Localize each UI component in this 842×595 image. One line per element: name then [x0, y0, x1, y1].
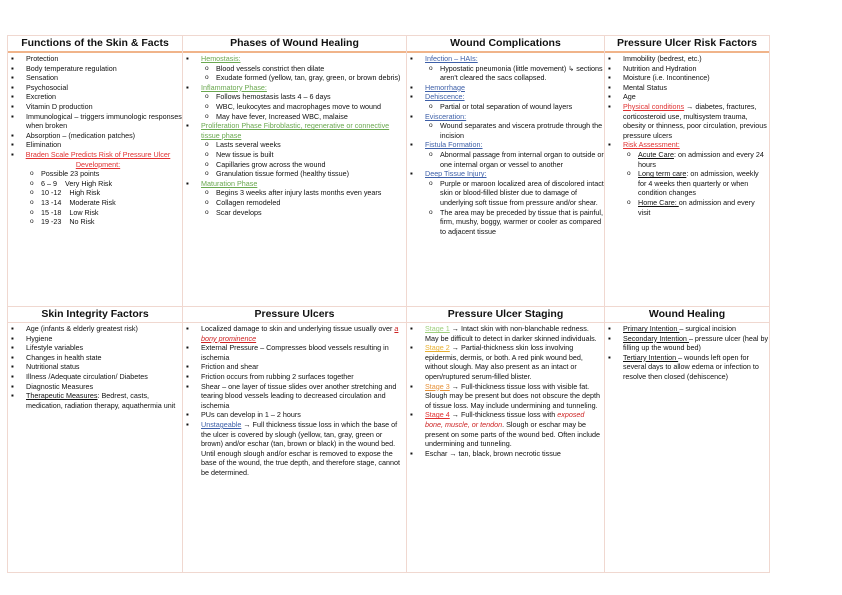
- list-item: ▪ Immunological – triggers immunologic responses when broken: [8, 112, 182, 131]
- list-subitem: o Scar develops: [183, 208, 406, 218]
- list-item: ▪ Friction occurs from rubbing 2 surfaces together: [183, 372, 406, 382]
- list-subitem: o Exudate formed (yellow, tan, gray, green, or brown debris): [183, 73, 406, 83]
- therapeutic-measures-text: : Bedrest, casts, medication, radiation therapy, aquathermia unit: [26, 391, 176, 410]
- list-item: ▪ Absorption – (medication patches): [8, 131, 182, 141]
- list-item: ▪ Vitamin D production: [8, 102, 182, 112]
- cell-pressure-ulcers: [183, 306, 407, 572]
- risk-list: [605, 54, 769, 217]
- list-item: ▪ Elimination: [8, 140, 182, 150]
- inflammatory-heading: Inflammatory Phase:: [201, 82, 267, 92]
- section-title: Wound Complications: [407, 36, 604, 53]
- list-subitem: o WBC, leukocytes and macrophages move to wound: [183, 102, 406, 112]
- list-item: [8, 391, 182, 410]
- healing-list: [605, 324, 769, 382]
- stage-3-text: → Full-thickness tissue loss with visible fat. Slough may be present but does not obscure the depth of tissue loss. May include undermining and tunneling.: [425, 381, 601, 410]
- tertiary-intention-text: – wounds left open for several days to allow edema or infection to resolve then closed (dehiscence): [623, 352, 759, 381]
- list-item: ▪ Moisture (i.e. Incontinence): [605, 73, 769, 83]
- list-item: ▪ Nutrition and Hydration: [605, 64, 769, 74]
- functions-list: [8, 54, 182, 227]
- list-item: ▪ Friction and shear: [183, 362, 406, 372]
- study-sheet-grid: [7, 35, 770, 573]
- ulcers-list: [183, 324, 406, 478]
- section-title: Functions of the Skin & Facts: [8, 36, 182, 53]
- integrity-list: [8, 324, 182, 410]
- list-subitem: o Purple or maroon localized area of discolored intact skin or blood-filled blister due to damage of underlying soft tissue from pressure and/or shear.: [407, 179, 604, 208]
- primary-intention-text: – surgical incision: [679, 324, 737, 333]
- stage-2-label: Stage 2: [425, 343, 450, 353]
- list-subitem: o Granulation tissue formed (healthy tissue): [183, 169, 406, 179]
- list-subitem: [605, 150, 769, 169]
- evisceration-heading: Evisceration:: [425, 111, 467, 121]
- list-item: ▪ Mental Status: [605, 83, 769, 93]
- section-title: Pressure Ulcer Staging: [407, 307, 604, 323]
- list-item: ▪ Age (infants & elderly greatest risk): [8, 324, 182, 334]
- physical-conditions-label: Physical conditions: [623, 101, 685, 111]
- section-title: Pressure Ulcers: [183, 307, 406, 323]
- stage-4-label: Stage 4: [425, 410, 450, 420]
- hemorrhage-heading: Hemorrhage: [425, 82, 465, 92]
- list-item: ▪ Protection: [8, 54, 182, 64]
- list-item: ▪ Nutritional status: [8, 362, 182, 372]
- list-item: ▪ Lifestyle variables: [8, 343, 182, 353]
- cell-skin-integrity-factors: [8, 306, 183, 572]
- cell-pressure-ulcer-staging: [407, 306, 605, 572]
- list-item: [407, 324, 604, 343]
- stage-2-text: → Partial-thickness skin loss involving epidermis, dermis, or both. A red pink wound bed, without slough. May also present as an intact or open/ruptured serum-filled blister.: [425, 343, 583, 381]
- therapeutic-measures-label: Therapeutic Measures: [26, 391, 98, 401]
- staging-list: [407, 324, 604, 458]
- section-title: Phases of Wound Healing: [183, 36, 406, 53]
- section-title: Wound Healing: [605, 307, 769, 323]
- list-item: ▪ Changes in health state: [8, 353, 182, 363]
- list-subitem: o The area may be preceded by tissue that is painful, firm, mushy, boggy, warmer or cooler as compared to adjacent tissue: [407, 208, 604, 237]
- list-item: [407, 343, 604, 381]
- list-subitem: o Hypostatic pneumonia (little movement) ↳ sections aren't cleared the sacs collapsed.: [407, 64, 604, 83]
- list-item: ▪ Body temperature regulation: [8, 64, 182, 74]
- stage-4-text: → Full-thickness tissue loss with: [449, 410, 558, 420]
- infection-heading: Infection – HAIs:: [425, 54, 478, 63]
- list-item: [605, 102, 769, 140]
- list-item: ▪ Diagnostic Measures: [8, 382, 182, 392]
- braden-title: Braden Scale Predicts Risk of Pressure Ulcer Development:: [25, 149, 171, 169]
- list-subitem: o 19 -23 No Risk: [8, 217, 182, 227]
- home-care-text: on admission and every visit: [638, 197, 755, 217]
- list-subitem: o Capillaries grow across the wound: [183, 160, 406, 170]
- list-subitem: o 15 -18 Low Risk: [8, 208, 182, 218]
- unstageable-label: Unstageable: [201, 419, 242, 429]
- stage-1-label: Stage 1: [425, 324, 450, 333]
- list-subitem: o May have fever, Increased WBC, malaise: [183, 112, 406, 122]
- list-subitem: o Abnormal passage from internal organ to outside or one internal organ or vessel to another: [407, 150, 604, 169]
- list-item: ▪ Age: [605, 92, 769, 102]
- stage-4-emphasis: exposed bone, muscle, or tendon: [425, 410, 585, 429]
- complications-list: [407, 54, 604, 236]
- list-subitem: o 13 -14 Moderate Risk: [8, 198, 182, 208]
- list-item: [407, 410, 604, 448]
- cell-wound-complications: [407, 36, 605, 306]
- section-title: Skin Integrity Factors: [8, 307, 182, 323]
- list-subitem: o 10 -12 High Risk: [8, 188, 182, 198]
- section-title: Pressure Ulcer Risk Factors: [605, 36, 769, 53]
- stage-1-text: → Intact skin with non-blanchable redness. May be difficult to detect in darker skinned individuals.: [425, 324, 597, 343]
- list-item: [605, 353, 769, 382]
- fistula-heading: Fistula Formation:: [425, 140, 483, 150]
- list-subitem: o Wound separates and viscera protrude through the incision: [407, 121, 604, 140]
- braden-scale-heading: [8, 150, 182, 169]
- stage-3-label: Stage 3: [425, 381, 450, 391]
- list-item: ▪ Excretion: [8, 92, 182, 102]
- acute-care-label: Acute Care: [638, 149, 674, 159]
- maturation-heading: Maturation Phase: [201, 178, 258, 188]
- unstageable-text: → Full thickness tissue loss in which the base of the ulcer is covered by slough (yellow, tan, gray, green or brown) and/or eschar (tan, brown or black) in the wound bed. Until enough slough and/or eschar is removed to expose the base of the wound, the true depth, and therefore stage, cannot be determined.: [201, 419, 400, 477]
- hemostasis-heading: Hemostasis:: [201, 54, 241, 63]
- list-subitem: o Collagen remodeled: [183, 198, 406, 208]
- dehiscence-heading: Dehiscence:: [425, 92, 465, 102]
- home-care-label: Home Care:: [638, 197, 679, 207]
- list-item-text: Localized damage to skin and underlying tissue usually over: [201, 324, 395, 333]
- list-item: ▪ Immobility (bedrest, etc.): [605, 54, 769, 64]
- physical-conditions-text: → diabetes, fractures, corticosteroid use, multisystem trauma, obesity or thinness, poor circulation, previous pressure ulcers: [623, 101, 767, 140]
- list-subitem: o Lasts several weeks: [183, 140, 406, 150]
- list-subitem: o Begins 3 weeks after injury lasts months even years: [183, 188, 406, 198]
- cell-pressure-ulcer-risk-factors: [605, 36, 769, 306]
- tertiary-intention-label: Tertiary Intention: [623, 352, 679, 362]
- list-item: [183, 324, 406, 343]
- cell-functions-of-skin: [8, 36, 183, 306]
- list-subitem: o New tissue is built: [183, 150, 406, 160]
- list-subitem: o Follows hemostasis lasts 4 – 6 days: [183, 92, 406, 102]
- long-term-care-label: Long term care: [638, 169, 687, 179]
- list-item: ▪ Psychosocial: [8, 83, 182, 93]
- list-item: ▪ PUs can develop in 1 – 2 hours: [183, 410, 406, 420]
- proliferation-heading: Proliferation Phase Fibroblastic, regenerative or connective tissue phase: [201, 121, 390, 140]
- list-item: ▪ Hygiene: [8, 334, 182, 344]
- list-item: [407, 382, 604, 411]
- stage-4-rest: . Slough or eschar may be present on some parts of the wound bed. Often include undermining and tunneling.: [425, 419, 601, 449]
- acute-care-text: : on admission and every 24 hours: [638, 149, 764, 169]
- list-subitem: o Partial or total separation of wound layers: [407, 102, 604, 112]
- list-item: [183, 420, 406, 478]
- list-subitem: o 6 – 9 Very High Risk: [8, 179, 182, 189]
- cell-wound-healing: [605, 306, 769, 572]
- risk-assessment-heading: Risk Assessment:: [623, 140, 680, 150]
- bony-prominence-emphasis: a bony prominence: [201, 324, 399, 343]
- list-subitem: [605, 169, 769, 198]
- list-subitem: o Possible 23 points: [8, 169, 182, 179]
- list-subitem: o Blood vessels constrict then dilate: [183, 64, 406, 74]
- list-item: ▪ Shear – one layer of tissue slides over another stretching and tearing blood vessels leading to decreased circulation and ischemia: [183, 382, 406, 411]
- list-subitem: [605, 198, 769, 217]
- list-item: [605, 324, 769, 334]
- list-item: [605, 334, 769, 353]
- list-item: ▪ External Pressure – Compresses blood vessels resulting in ischemia: [183, 343, 406, 362]
- secondary-intention-text: – pressure ulcer (heal by filling up the wound bed): [623, 333, 769, 353]
- deep-tissue-injury-heading: Deep Tissue Injury:: [425, 169, 487, 179]
- list-item: ▪ Illness /Adequate circulation/ Diabetes: [8, 372, 182, 382]
- primary-intention-label: Primary Intention: [623, 324, 680, 333]
- long-term-care-text: : on admission, weekly for 4 weeks then quarterly or when condition changes: [638, 169, 759, 198]
- secondary-intention-label: Secondary Intention: [623, 333, 689, 343]
- cell-phases-of-wound-healing: [183, 36, 407, 306]
- phases-list: [183, 54, 406, 217]
- list-item: ▪ Sensation: [8, 73, 182, 83]
- list-item: ▪ Eschar → tan, black, brown necrotic tissue: [407, 449, 604, 459]
